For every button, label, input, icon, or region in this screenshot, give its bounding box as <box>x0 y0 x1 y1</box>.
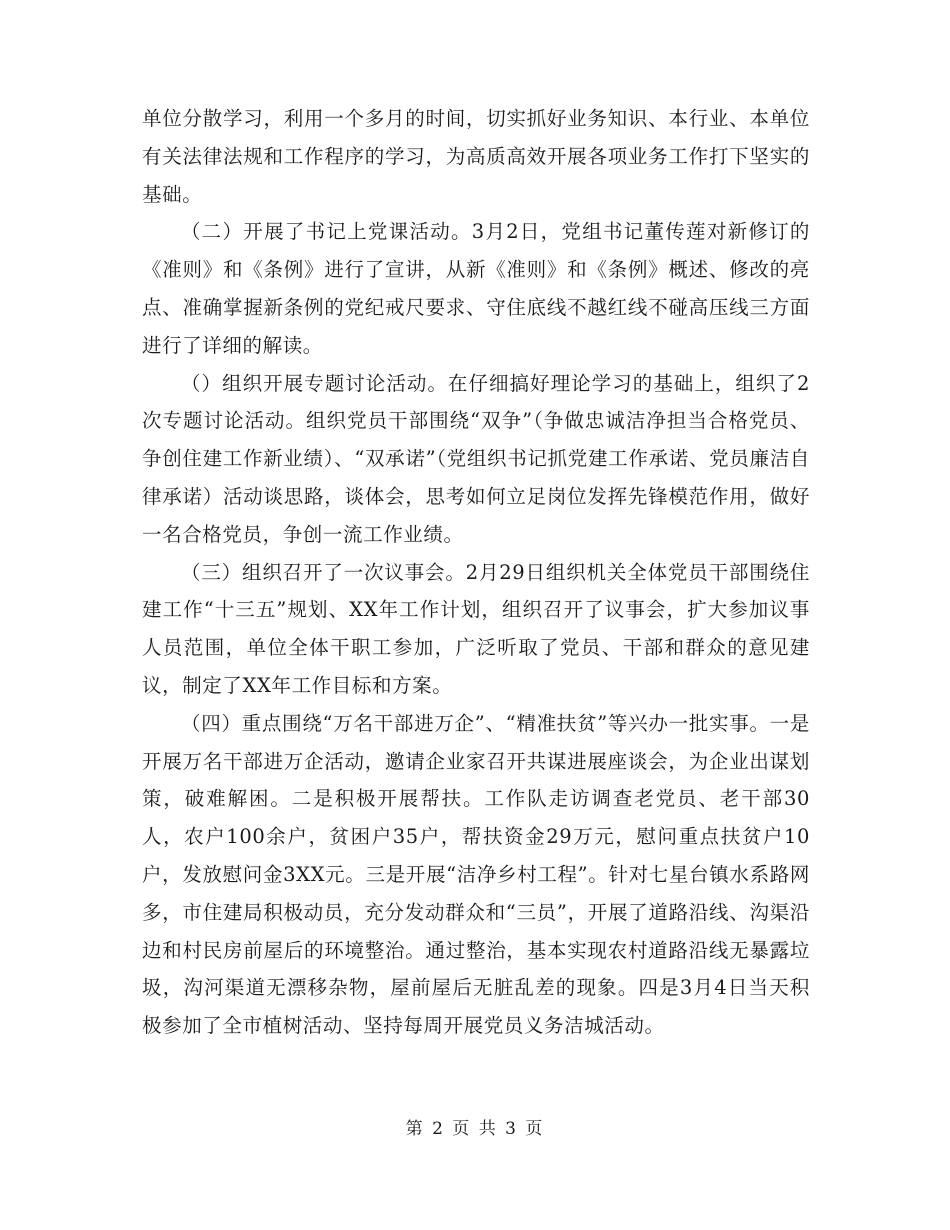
paragraph-3: （）组织开展专题讨论活动。在仔细搞好理论学习的基础上，组织了2次专题讨论活动。组织党员干部围绕“双争”（争做忠诚洁净担当合格党员、争创住建工作新业绩）、“双承诺”（党组织书记抓党建工作承诺、党员廉洁自律承诺）活动谈思路，谈体会，思考如何立足岗位发挥先锋模范作用，做好一名合格党员，争创一流工作业绩。 <box>142 371 810 546</box>
paragraph-2: （二）开展了书记上党课活动。3月2日，党组书记董传莲对新修订的《准则》和《条例》进行了宣讲，从新《准则》和《条例》概述、修改的亮点、准确掌握新条例的党纪戒尺要求、守住底线不越红线不碰高压线三方面进行了详细的解读。 <box>142 220 810 357</box>
page-footer: 第 2 页 共 3 页 <box>405 1119 545 1139</box>
paragraph-4: （三）组织召开了一次议事会。2月29日组织机关全体党员干部围绕住建工作“十三五”规划、XX年工作计划，组织召开了议事会，扩大参加议事人员范围，单位全体干职工参加，广泛听取了党员、干部和群众的意见建议，制定了XX年工作目标和方案。 <box>142 560 810 697</box>
document-body <box>142 100 810 1045</box>
paragraph-5: （四）重点围绕“万名干部进万企”、“精准扶贫”等兴办一批实事。一是开展万名干部进万企活动，邀请企业家召开共谋进展座谈会，为企业出谋划策，破难解困。二是积极开展帮扶。工作队走访调查老党员、老干部30人，农户100余户，贫困户35户，帮扶资金29万元，慰问重点扶贫户10户，发放慰问金3XX元。三是开展“洁净乡村工程”。针对七星台镇水系路网多，市住建局积极动员，充分发动群众和“三员”，开展了道路沿线、沟渠沿边和村民房前屋后的环境整治。通过整治，基本实现农村道路沿线无暴露垃圾，沟河渠道无漂移杂物，屋前屋后无脏乱差的现象。四是3月4日当天积极参加了全市植树活动、坚持每周开展党员义务洁城活动。 <box>142 711 810 1038</box>
paragraph-1: 单位分散学习，利用一个多月的时间，切实抓好业务知识、本行业、本单位有关法律法规和工作程序的学习，为高质高效开展各项业务工作打下坚实的基础。 <box>142 107 810 206</box>
